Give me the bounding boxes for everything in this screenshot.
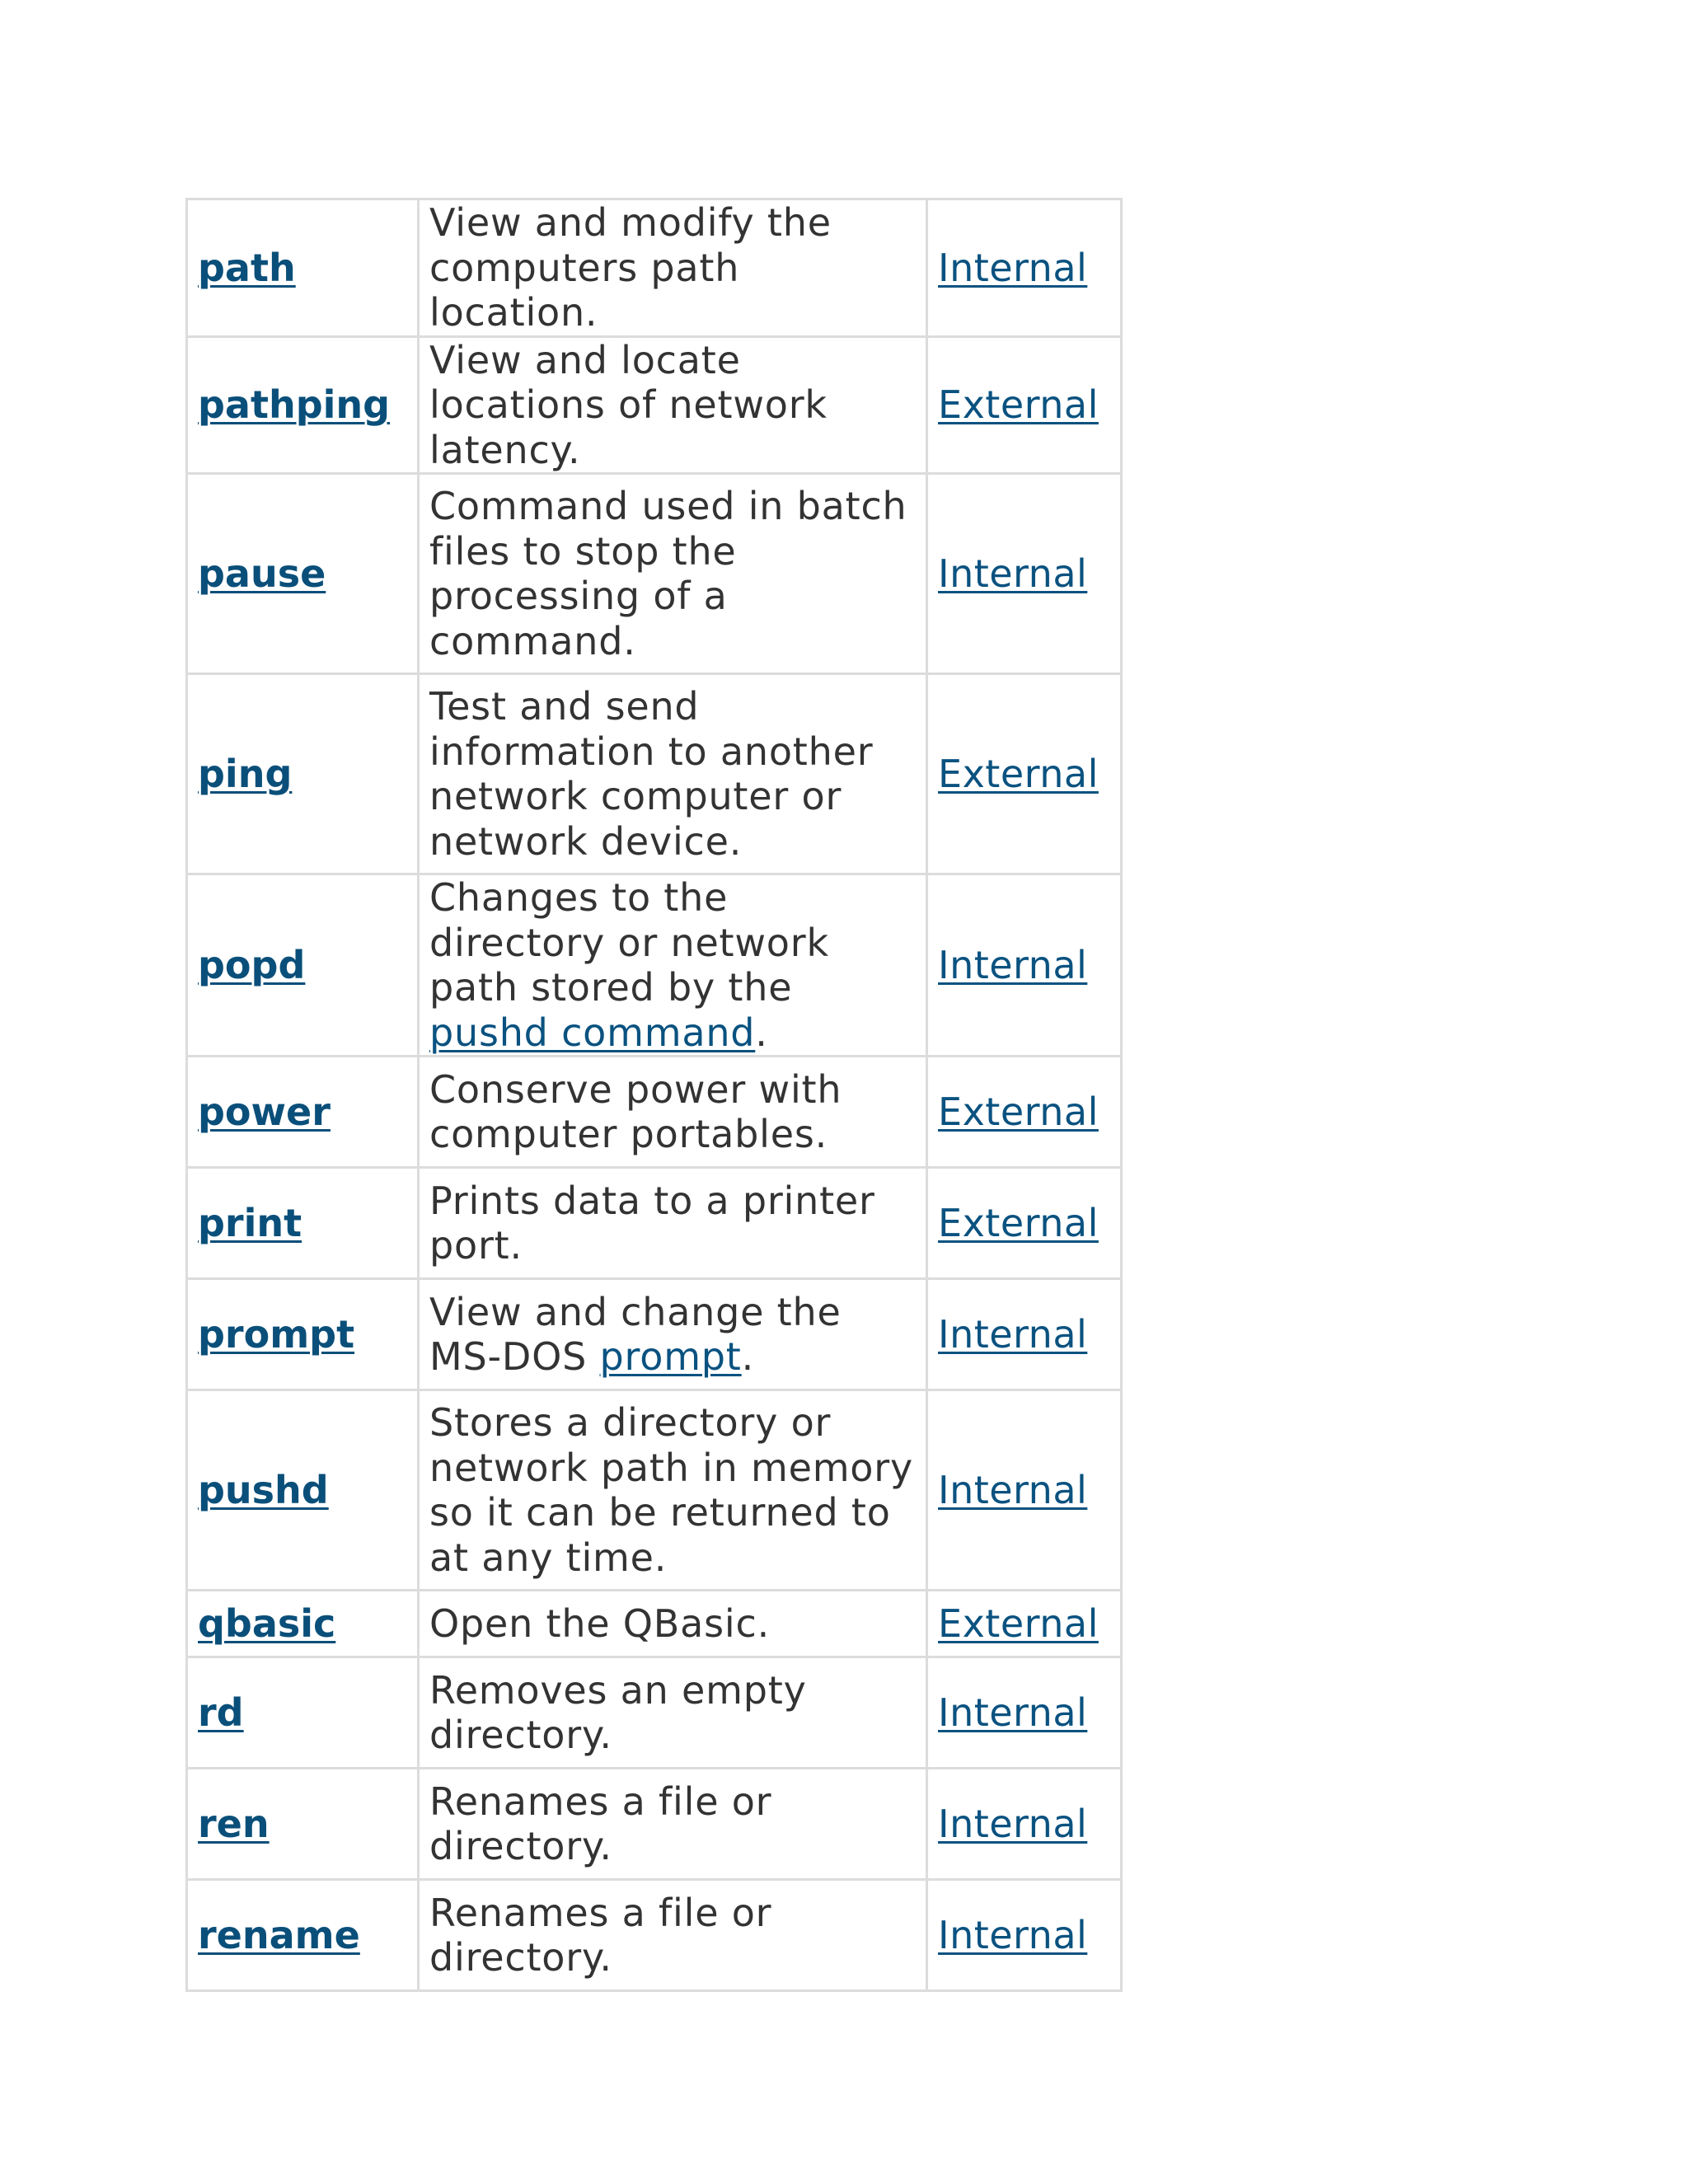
command-link[interactable]: ren	[198, 1801, 270, 1846]
type-link[interactable]: Internal	[938, 1912, 1088, 1957]
command-link[interactable]: rd	[198, 1690, 244, 1735]
command-table	[185, 198, 1123, 1992]
description-cell: Renames a file or directory.	[419, 1880, 927, 1991]
description-cell: Test and send information to another network computer or network device.	[419, 674, 927, 874]
command-link[interactable]: power	[198, 1089, 331, 1134]
command-cell	[187, 1168, 419, 1279]
command-link[interactable]: popd	[198, 942, 306, 987]
command-cell	[187, 199, 419, 337]
table-row	[187, 1390, 1122, 1591]
type-cell	[927, 199, 1122, 337]
type-cell	[927, 336, 1122, 474]
description-cell: Renames a file or directory.	[419, 1769, 927, 1880]
table-row	[187, 874, 1122, 1057]
command-link[interactable]: pause	[198, 551, 326, 596]
command-cell	[187, 1769, 419, 1880]
description-cell: View and modify the computers path location.	[419, 199, 927, 337]
type-link[interactable]: Internal	[938, 551, 1088, 596]
command-link[interactable]: ping	[198, 751, 293, 796]
description-text: Changes to the directory or network path stored by the	[429, 875, 829, 1010]
table-row	[187, 1769, 1122, 1880]
pushd-command-link[interactable]: pushd command	[429, 1010, 756, 1055]
type-cell	[927, 1657, 1122, 1769]
command-cell	[187, 474, 419, 674]
description-text: View and change the MS-DOS	[429, 1289, 842, 1379]
command-cell	[187, 1279, 419, 1390]
command-link[interactable]: prompt	[198, 1311, 355, 1357]
type-cell	[927, 1057, 1122, 1168]
table-row	[187, 1880, 1122, 1991]
type-link[interactable]: External	[938, 1089, 1099, 1134]
type-link[interactable]: External	[938, 751, 1099, 796]
command-link[interactable]: rename	[198, 1912, 360, 1957]
command-link[interactable]: pathping	[198, 382, 391, 427]
command-link[interactable]: print	[198, 1200, 302, 1245]
table-row	[187, 199, 1122, 337]
table-row	[187, 1657, 1122, 1769]
type-link[interactable]: Internal	[938, 1801, 1088, 1846]
type-link[interactable]: External	[938, 382, 1099, 427]
table-row	[187, 1279, 1122, 1390]
type-cell	[927, 1769, 1122, 1880]
type-cell	[927, 1880, 1122, 1991]
command-cell	[187, 336, 419, 474]
description-cell: Prints data to a printer port.	[419, 1168, 927, 1279]
description-text: .	[755, 1010, 768, 1055]
type-link[interactable]: Internal	[938, 942, 1088, 987]
type-cell	[927, 1168, 1122, 1279]
command-cell	[187, 874, 419, 1057]
command-cell	[187, 1390, 419, 1591]
command-link[interactable]: pushd	[198, 1467, 329, 1512]
type-link[interactable]: External	[938, 1601, 1099, 1646]
type-cell	[927, 674, 1122, 874]
type-link[interactable]: Internal	[938, 245, 1088, 290]
command-cell	[187, 1057, 419, 1168]
table-row	[187, 1057, 1122, 1168]
table-row	[187, 1168, 1122, 1279]
description-text: .	[741, 1334, 755, 1379]
description-cell: Command used in batch files to stop the processing of a command.	[419, 474, 927, 674]
description-cell: View and locate locations of network latency.	[419, 336, 927, 474]
type-cell	[927, 1390, 1122, 1591]
table-row	[187, 674, 1122, 874]
type-cell	[927, 1591, 1122, 1657]
command-link[interactable]: qbasic	[198, 1601, 336, 1646]
type-cell	[927, 874, 1122, 1057]
table-row	[187, 474, 1122, 674]
type-cell	[927, 1279, 1122, 1390]
command-cell	[187, 1591, 419, 1657]
type-link[interactable]: Internal	[938, 1467, 1088, 1512]
description-cell	[419, 1279, 927, 1390]
type-cell	[927, 474, 1122, 674]
table-row	[187, 1591, 1122, 1657]
description-cell: Open the QBasic.	[419, 1591, 927, 1657]
type-link[interactable]: External	[938, 1200, 1099, 1245]
command-cell	[187, 1657, 419, 1769]
command-cell	[187, 674, 419, 874]
table-row	[187, 336, 1122, 474]
description-cell: Stores a directory or network path in memory so it can be returned to at any time.	[419, 1390, 927, 1591]
command-cell	[187, 1880, 419, 1991]
command-link[interactable]: path	[198, 245, 296, 290]
type-link[interactable]: Internal	[938, 1690, 1088, 1735]
description-cell: Removes an empty directory.	[419, 1657, 927, 1769]
type-link[interactable]: Internal	[938, 1311, 1088, 1357]
description-cell	[419, 874, 927, 1057]
prompt-link[interactable]: prompt	[599, 1334, 742, 1379]
description-cell: Conserve power with computer portables.	[419, 1057, 927, 1168]
